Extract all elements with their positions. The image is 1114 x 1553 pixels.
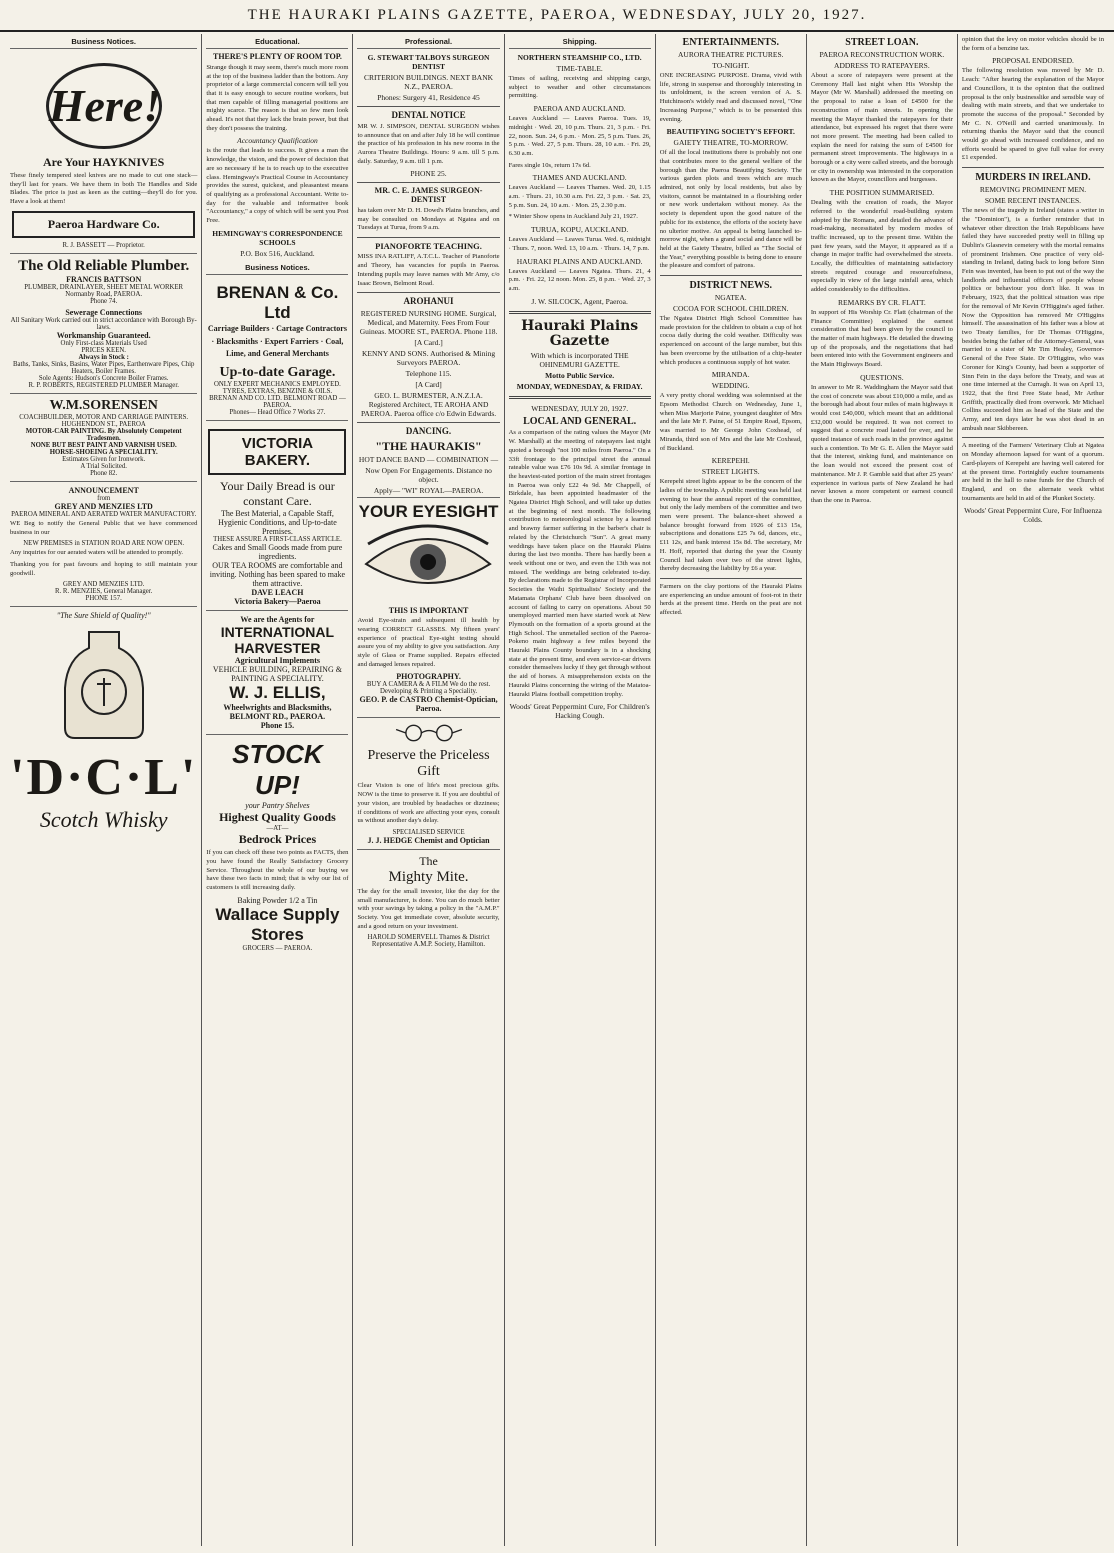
dcl-logo: 'D·C·L' [10, 749, 198, 807]
stock-up: STOCK UP! [232, 739, 323, 801]
preserve-body: Clear Vision is one of life's most precious gifts. NOW is the time to preserve it. If you are doubtful of your vision, are troubled by headaches or dizziness; if conditions of work are affecting your eyes, consult us without another day's delay. [357, 782, 500, 825]
phone-25: PHONE 25. [410, 169, 447, 179]
brenan-name: BRENAN & Co. Ltd [216, 282, 339, 322]
thames-auckland: THAMES AND AUCKLAND. [532, 173, 627, 183]
dancing: DANCING. [405, 426, 452, 437]
ellis-addr: BELMONT RD., PAEROA. [229, 712, 326, 722]
cocoa-body: The Ngatea District High School Committee has made provision for the children to obtain a cup of hot cocoa daily during the cold weather. Difficulty was experienced on account of the large number, but this has been overcome by the utilisation of a chip-heater which produces a continuous supply of hot water. [659, 315, 802, 366]
preserve-title: Preserve the Priceless Gift [367, 748, 490, 780]
tea-rooms: OUR TEA ROOMS are comfortable and inviting. Nothing has been spared to make them attractive. [209, 561, 346, 589]
c7-body-3: The news of the tragedy in Ireland (states a writer in the "Dominion"), is a further reminder that in whatever other direction the Irish Republicans have failed they have succeeded pretty well in filling up Dublin's Glasnevin cemetery with the mortal remains of prominent Irishmen. One practice of very old-standing in Ireland, dating back to long before Sinn Fein was invented, has been to put out of the way the landlords and influential officers of people whose politics or behaviour you don't like. It was in February, 1923, that the political situation was ripe for the removal of Mr Kevin O'Higgins's aged father. Now the Opposition has removed Mr O'Higgins himself. The assassination of his father was a blow at two Treaty families, for Dr Thomas O'Higgins, besides being the father of the Attorney-General, was married to a sister of Mr Tim Healey, Governor-General of the Free State. Dr O'Higgins, who was Coroner for King's County, had been a supporter of Sinn Fein in the days before the Treaty, and was at one time interned at the Curragh. It was on April 13, 1922, that the first Free State head, Mr Arthur Griffith, practically died from overwork. Mr Michael Collins succeeded him as head of the State and the Army, and ten days later he was shot dead in an ambush near Skibbereen. [961, 207, 1105, 432]
wedding: WEDDING. [711, 381, 750, 391]
remarks-flatt: REMARKS BY CR. FLATT. [838, 297, 926, 307]
whisky-jug-icon [49, 624, 159, 744]
turua: TURUA, KOPU, AUCKLAND. [531, 225, 629, 235]
columns [6, 34, 1108, 1546]
hardware-name: Paeroa Hardware Co. [12, 211, 195, 238]
sorensen-trade: COACHBUILDER, MOTOR AND CARRIAGE PAINTERS. [19, 413, 189, 421]
kenny: KENNY AND SONS. Authorised & Mining Surveyors PAEROA. [362, 349, 496, 368]
mite-body: The day for the small investor, like the day for the small manufacturer, is done. You can do much better with your savings by taking a policy in the "A.M.P." Society. You get immediate cover, absolute security, and a good return on your investment. [357, 887, 500, 930]
somervell: HAROLD SOMERVELL Thames & District Representative A.M.P. Society, Hamilton. [367, 934, 490, 949]
preserve-ad [357, 717, 499, 849]
ngatea: NGATEA. [714, 293, 747, 303]
shield-slogan: "The Sure Shield of Quality!" [56, 611, 151, 621]
dave-leach: DAVE LEACH [251, 588, 304, 598]
daily-bread: Your Daily Bread is our constant Care. [220, 479, 335, 509]
important-body: Avoid Eye-strain and subsequent ill health by wearing CORRECT GLASSES. My fifteen years' experience of practical Eye-sight testing should assure you of my ability to give you satisfaction. Any style of Glass or Frame supplied. Repairs effected and damaged lenses repaired. [357, 617, 500, 668]
horse-shoeing: HORSE-SHOEING A SPECIALITY. [49, 448, 158, 456]
hay-title: Are Your HAYKNIVES [43, 155, 165, 169]
position-summarised: THE POSITION SUMMARISED. [829, 188, 935, 198]
james-body: has taken over Mr D. H. Dowd's Plains branches, and may be consulted on Mondays at Ngatea and on Tuesdays at Turua, from 9 a.m. [357, 207, 500, 232]
eyesight-ad [357, 497, 499, 717]
wedding-body: A very pretty choral wedding was solemnised at the Epsom Methodist Church on Wednesday, June 1, when Miss Marjorie Paine, youngest daughter of Mrs and the late Mr F. Paine, of 51 Empire Road, Epsom, was married to Mr George John Coxhead, of Miranda, third son of Mrs and the late Mr Coxhead, of Buckland. [659, 392, 802, 452]
entertainments: ENTERTAINMENTS. [682, 37, 779, 48]
ann-title: ANNOUNCEMENT [68, 485, 139, 495]
stock-items: Baths, Tanks, Sinks, Basins, Water Pipes, Earthenware Pipes, Chip Heaters, Boiler Frames. [12, 360, 195, 375]
loan-body-2: Dealing with the creation of roads, the Mayor referred to the wonderful road-building system adopted by the Romans, and detailed the advance of road-making, necessitated by modern modes of traffic increased, up to the present time. Within the past few years, said the Mayor, it appeared as if a change in major traffic had overwhelmed the streets. Locally, the difficulties of maintaining satisfactory streets required courage and resourcefulness, especially in view of the large rainfall area, which added considerably to the difficulties. [810, 199, 953, 294]
baking-powder: Baking Powder 1/2 a Tin [237, 895, 318, 905]
lights-body: Kerepehi street lights appear to be the concern of the ladies of the township. A public meeting was held last evening to hear the annual report of the committee, but only the lady members of the committee and two men were present. The balance-sheet showed a balance brought forward from 1926 of £13 15s, subscriptions and donations £25 7s 6d, dances, etc., £11 12s, and bank interest 15s 8d. The secretary, Mr H. Hoff, reported that during the year the County Council had taken over two of the street lights, thereby decreasing the liability by £6 a year. [659, 478, 802, 573]
victoria-paeroa: Victoria Bakery—Paeroa [234, 597, 321, 607]
brenan-addr: BRENAN AND CO. LTD. BELMONT ROAD — PAEROA. [209, 395, 346, 410]
acct-heading: Accountancy Qualification [237, 136, 318, 146]
plumber-trade: PLUMBER, DRAINLAYER, SHEET METAL WORKER [24, 283, 184, 291]
brenan-lines: Carriage Builders · Cartage Contractors · Blacksmiths · Expert Farriers · Coal, Lime, and General Merchants [207, 323, 347, 359]
eye-icon [357, 522, 499, 602]
c7-body-1: opinion that the levy on motor vehicles should be in the form of a benzine tax. [961, 36, 1105, 52]
column-6 [806, 34, 957, 1546]
mite-the: The [419, 853, 438, 868]
wallace-ad [206, 734, 348, 956]
ann-text: WE Beg to notify the General Public that we have commenced business in our [10, 519, 198, 536]
ann-company: GREY AND MENZIES LTD [54, 501, 153, 511]
the-haurakis: "THE HAURAKIS" [375, 439, 482, 454]
fares: Fares single 10s, return 17s 6d. [508, 161, 591, 169]
work-guarantee: Workmanship Guaranteed. [56, 330, 151, 340]
trial: A Trial Solicited. [80, 462, 128, 470]
mechanics: ONLY EXPERT MECHANICS EMPLOYED. [213, 381, 341, 389]
hot-dance: HOT DANCE BAND — COMBINATION — [358, 455, 499, 465]
ellis-name: W. J. ELLIS, [229, 683, 326, 703]
your-eyesight: YOUR EYESIGHT [358, 502, 499, 522]
plenty-body: Strange though it may seem, there's much more room at the top of the business ladder than the bottom. Any proprietor of a large commercial concern will tell you that it is easy enough to secure routine workers, but that men capable of filling managerial positions are mighty scarce. The reason is that so few men look ahead. It's not that they lack the brain power, but that they don't possess the training. [206, 63, 349, 132]
agri-implements: Agricultural Implements [234, 656, 320, 666]
ann-manager: R. R. MENZIES, General Manager. [54, 588, 153, 596]
silcock: J. W. SILCOCK, Agent, Paeroa. [531, 296, 628, 306]
farmers-body: Farmers on the clay portions of the Hauraki Plains are experiencing an undue amount of foot-rot in their herds at the present time. Herds on the peat are not affected. [659, 582, 802, 617]
street-loan: STREET LOAN. [845, 37, 919, 48]
arohanui: AROHANUI [403, 296, 454, 307]
vehicle-building: VEHICLE BUILDING, REPAIRING & PAINTING A SPECIALITY. [212, 665, 342, 684]
turua-body: Leaves Auckland — Leaves Turua. Wed. 6, midnight · Thurs. 7, noon. Wed. 13, 10 a.m. · Thurs. 14, 7 p.m. [508, 236, 651, 252]
wallace-stores: Wallace Supply Stores [215, 904, 340, 944]
reconstruction: PAEROA RECONSTRUCTION WORK. [819, 50, 945, 59]
sorensen-ad [10, 393, 197, 481]
hardware-prop: R. J. BASSETT — Proprietor. [62, 241, 145, 249]
photography: PHOTOGRAPHY. [396, 672, 461, 682]
woods-4: Woods' Great Peppermint Cure, For Children's Hacking Cough. [509, 702, 650, 721]
ellis-phone: Phone 15. [260, 721, 295, 731]
loan-body-3: In support of His Worship Cr. Flatt (chairman of the Finance Committee) explained the earnest consideration that had been given by the council to the matter of main highways. He detailed the drawing up of the proposals, and the negotiations that had been entered into with the Government engineers and the Main Highways Board. [810, 308, 953, 369]
nsc: NORTHERN STEAMSHIP CO., LTD. [517, 53, 642, 62]
street-lights: STREET LIGHTS. [701, 467, 760, 477]
brenan-phones: Phones— Head Office 7 Works 27. [229, 409, 326, 417]
de-castro: GEO. P. de CASTRO Chemist-Optician, Paeroa. [359, 695, 498, 714]
james: MR. C. E. JAMES SURGEON-DENTIST [374, 186, 483, 205]
incorporated: With which is incorporated THE OHINEMURI GAZETTE. [530, 351, 629, 370]
kerepehi: KEREPEHI. [711, 456, 750, 466]
column-1 [6, 34, 201, 1546]
brenan-ad [206, 279, 348, 420]
talboys: G. STEWART TALBOYS SURGEON DENTIST [367, 53, 490, 71]
column-2 [201, 34, 352, 1546]
column-7 [957, 34, 1108, 1546]
card-2: [A Card] [415, 380, 442, 390]
varnish: NONE BUT BEST PAINT AND VARNISH USED. [30, 441, 177, 449]
stock-title: Always in Stock : [78, 353, 129, 361]
hedge: J. J. HEDGE Chemist and Optician [367, 835, 490, 845]
address-ratepayers: ADDRESS TO RATEPAYERS. [834, 61, 930, 70]
column-3 [352, 34, 503, 1546]
piano-body: MISS INA RATLIFF, A.T.C.L. Teacher of Pianoforte and Theory, has vacancies for pupils in Paeroa. Intending pupils may leave names with Mr Amy, c/o Isaac Brown, Belmont Road. [357, 253, 500, 287]
ent-body: ONE INCREASING PURPOSE. Drama, vivid with life, strong in suspense and thoroughly interesting in its unfoldment, is the screen version of A. S. Hutchinson's widely read and discussed novel, "One Increasing Purpose," which is to be presented this evening. [659, 72, 802, 123]
sorensen-addr: HUGHENDON ST., PAEROA [61, 420, 146, 428]
check-body: If you can check off these two points as FACTS, then you have found the Really Satisfactory Grocery Service. Throughout the whole of our buying we have these two facts in mind; that is why our list of customers is still increasing daily. [206, 849, 349, 891]
phone-82: Phone 82. [90, 469, 118, 477]
masthead: THE HAURAKI PLAINS GAZETTE, PAEROA, WEDNESDAY, JULY 20, 1927. [0, 0, 1114, 32]
tonight: TO-NIGHT. [712, 61, 750, 70]
murders-ireland: MURDERS IN IRELAND. [975, 172, 1091, 184]
issue-date: WEDNESDAY, JULY 20, 1927. [531, 404, 629, 414]
plumber-addr: Normanby Road, PAEROA. [65, 290, 143, 298]
garage: Up-to-date Garage. [219, 365, 336, 381]
mighty-mite: Mighty Mite. [388, 868, 469, 885]
beautifying: BEAUTIFYING SOCIETY'S EFFORT. [666, 127, 795, 137]
scotch-whisky: Scotch Whisky [39, 807, 168, 833]
plumber-ad [10, 253, 197, 393]
section-heading: Shipping. [509, 34, 651, 49]
c7-body-2: The following resolution was moved by Mr D. Leach: "After hearing the explanation of the Mayor and Councillors, it is the opinion that the outlined proposal is the only businesslike and sensible way of dealing with main streets, and that we undertake to promote the success of the proposal." Seconded by Mr C. N. O'Neill and carried unanimously. In returning thanks the Mayor said that the council would go ahead with increased confidence, and no efforts would be spared to give full value for every £1 expended. [961, 67, 1105, 162]
ann-premises: NEW PREMISES in STATION ROAD ARE NOW OPEN. [23, 540, 185, 548]
agents-for: We are the Agents for [240, 615, 315, 625]
work-prices: PRICES KEEN. [81, 346, 126, 354]
important: THIS IS IMPORTANT [388, 606, 469, 616]
district-news: DISTRICT NEWS. [689, 280, 773, 292]
hayknives-ad [10, 53, 197, 253]
assure: THESE ASSURE A FIRST-CLASS ARTICLE. [213, 536, 342, 544]
column-4 [504, 34, 655, 1546]
sole-agents: Sole Agents: Hudson's Concrete Boiler Frames. [38, 374, 169, 382]
cakes: Cakes and Small Goods made from pure ingredients. [212, 543, 343, 562]
cocoa: COCOA FOR SCHOOL CHILDREN. [672, 304, 789, 314]
pantry-shelves: your Pantry Shelves [245, 801, 310, 811]
column-5 [655, 34, 806, 1546]
harvester-ad [206, 610, 348, 734]
victoria-bakery: VICTORIA BAKERY. [208, 429, 346, 475]
days: MONDAY, WEDNESDAY, & FRIDAY. [516, 382, 643, 392]
proposal-endorsed: PROPOSAL ENDORSED. [992, 56, 1074, 66]
engagements: Now Open For Engagements. Distance no object. [365, 466, 492, 485]
ann-from: from [97, 494, 111, 502]
pa-body: Leaves Auckland — Leaves Paeroa. Tues. 19, midnight · Wed. 20, 10 p.m. Thurs. 21, 3 p.m. · Fri. 22, noon. Sun. 24, 6 p.m. · Mon. 25, 5 p.m. Tues. 26, 5 p.m. · Wed. 27, 5 p.m. Thurs. 28, 10 a.m. · Fri. 29, 6.30 a.m. [508, 115, 651, 157]
international-harvester: INTERNATIONAL HARVESTER [220, 624, 335, 657]
tt-body: Times of sailing, receiving and shipping cargo, subject to weather and other circumstances permitting. [508, 75, 651, 100]
acct-body: is the route that leads to success. It gives a man the knowledge, the vision, and the power of decision that are so necessary if he is to reach up to the executive class. Hemingway's Practical Course in Accountancy provides the surest, quickest, and pleasantest means of qualifying as a professional Accountant. Write to-day for the valuable and informative book "Accountancy," a copy of which will be sent you Post Free. [206, 147, 349, 225]
dental-notice: DENTAL NOTICE [391, 110, 466, 120]
work-materials: Only First-class Materials Used [60, 339, 147, 347]
criterion: CRITERION BUILDINGS. NEXT BANK N.Z., PAEROA. [364, 73, 494, 91]
section-heading: Educational. [206, 34, 348, 49]
section-heading: Business Notices. [10, 34, 197, 49]
sewer-title: Sewerage Connections [65, 307, 143, 317]
sorensen-name: W.M.SORENSEN [49, 397, 158, 413]
loan-body-4: In answer to Mr R. Waddingham the Mayor said that the cost of concrete was about £10,000 a mile, and as the borough had about four miles of main highways it would cost £40,000, which meant that an additional £32,000 would be required. It was not correct to suggest that a concrete road lasted for ever, and he quoted instance of such roads in the province against such a contention. To Mr G. E. Allen the Mayor said that the interest, sinking fund, and maintenance on the loan would not exceed the present cost of maintenance. Mr J. P. Gamble said that after 25 years' experience in various parts of New Zealand he had never known a more competent or earnest council than the one in Paeroa. [810, 383, 953, 504]
questions: QUESTIONS. [860, 372, 904, 382]
gaiety-body: Of all the local institutions there is probably not one that contributes more to the general welfare of the borough than the Paeroa Beautifying Society. The various garden plots and trees which are much admired, not only by local residents, but also by visitors, cannot be maintained in a flourishing order or new work undertaken without money. As the society is dependent upon the good nature of the public for its existence, the efforts of the society have no ulterior motive. An appeal is being launched to-morrow night, when a grand social and dance will be held at the Gaiety Theatre, billed as "The Social of the Year," everything possible is being done to ensure the pleasure and comfort of patrons. [659, 149, 802, 270]
sewer-body: All Sanitary Work carried out in strict accordance with Borough By-laws. [10, 316, 197, 331]
lg-body: As a comparison of the rating values the Mayor (Mr W. Marshall) at the meeting of ratepayers last night quoted a borough "not 100 miles from Paeroa." On a 33ft frontage to the principal street the annual rateable value was £76 10s 9d. A similar frontage in the heaviest-rated portion of the main street frontages in Paeroa was only £22 4s 9d. Mr Chappell, of Birkdale, has been appointed headmaster of the Ngatea District High School, and will take up duties at the beginning of next month. The following contribution to meteorological science by a learned and brawny farmer suffering in the barber's chair is related by the Christchurch "Sun". A great many weddings have taken place on the Hauraki Plains during the last two months. There has hardly been a week without one or two, and even the 13th was not missed. The weddings are being celebrated to-day. By declarations made to the Registrar of Incorporated Societies the Waihi Spiritualists' Society and the Matamata Orphans' Club have been dissolved on account of failing to carry on operations. About 50 unemployed married men have started work at New Plymouth on the formation of a sports ground at the High School. The unmetalled section of the Paeroa-Pokeno main highway a few miles beyond the Hauraki Plains County boundary is in a shocking state at the present time, and even service-car drivers consider themselves lucky if they get through without the aid of horses. A misapprehension exists on the Hauraki Plains concerning the wiring of the Matatoa-Hauraki Plains football competition trophy. [508, 429, 651, 698]
specialised: SPECIALISED SERVICE [392, 828, 465, 836]
arohanui-body: REGISTERED NURSING HOME. Surgical, Medical, and Maternity. Fees From Four Guineas. MOORE ST., PAEROA. Phone 118. [359, 309, 498, 337]
mite-ad [357, 849, 499, 953]
paeroa-auckland: PAEROA AND AUCKLAND. [533, 104, 626, 114]
plumber-phone: Phone 74. [90, 297, 118, 305]
estimates: Estimates Given for Ironwork. [62, 455, 146, 463]
card: [A Card.] [414, 338, 443, 348]
section-heading-business: Business Notices. [206, 260, 348, 275]
plumber-name: FRANCIS BATTSON [66, 274, 142, 284]
motor-painting: MOTOR-CAR PAINTING. By Absolutely Competent Tradesmen. [25, 427, 182, 442]
timetable: TIME-TABLE. [556, 64, 603, 73]
gazette-title: Hauraki Plains Gazette [521, 317, 639, 350]
recent-instances: SOME RECENT INSTANCES. [984, 196, 1082, 206]
removing-men: REMOVING PROMINENT MEN. [979, 185, 1087, 195]
winter-show: * Winter Show opens in Auckland July 21, 1927. [508, 213, 638, 221]
tel-115: Telephone 115. [405, 369, 452, 379]
ta-body: Leaves Auckland — Leaves Thames. Wed. 20, 1.15 a.m. · Thurs. 21, 10.30 a.m. Fri. 22, 3 p.m. · Sat. 23, 5 p.m. Sun. 24, 10 a.m. · Mon. 25, 2.30 p.m. [508, 184, 651, 209]
miranda: MIRANDA. [711, 370, 750, 380]
roberts: R. P. ROBERTS, REGISTERED PLUMBER Manager. [28, 381, 179, 389]
wheelwrights: Wheelwrights and Blacksmiths, [223, 703, 332, 713]
ann-thanks: Thanking you for past favours and hoping to still maintain your goodwill. [10, 560, 198, 577]
motto: Motto Public Service. [545, 371, 615, 381]
talboys-phone: Phones: Surgery 41, Residence 45 [377, 93, 480, 102]
woods-7: Woods' Great Peppermint Cure, For Influenza Colds. [964, 506, 1102, 525]
tyres: TYRES, EXTRAS, BENZINE & OILS. [222, 388, 333, 396]
ann-body: PAEROA MINERAL AND AERATED WATER MANUFACTORY. [11, 510, 197, 518]
here-logo: Here! [46, 63, 162, 149]
hay-body: These finely tempered steel knives are no made to cut one stack—they'll last for years. We have them in both Tie Handles and Side Blades. The price is just as keen as the cutting—they'll do for you. Have a look at them! [10, 172, 198, 206]
hemingway: HEMINGWAY'S CORRESPONDENCE SCHOOLS [212, 228, 343, 247]
piano-heading: PIANOFORTE TEACHING. [375, 241, 482, 252]
at: —AT— [266, 825, 289, 833]
best-material: The Best Material, a Capable Staff, Hygienic Conditions, and Up-to-date Premises. [218, 509, 337, 537]
gaiety: GAIETY THEATRE, TO-MORROW. [673, 138, 788, 148]
camera: BUY A CAMERA & A FILM We do the rest. Developing & Printing a Speciality. [366, 681, 491, 696]
bedrock-prices: Bedrock Prices [238, 832, 317, 847]
section-heading: Professional. [357, 34, 499, 49]
burmester: GEO. L. BURMESTER, A.N.Z.I.A. Registered Architect, TE AROHA AND PAEROA. Paeroa office c/o Edwin Edwards. [360, 391, 497, 419]
plumber-title: The Old Reliable Plumber. [18, 257, 190, 274]
ann-sign: GREY AND MENZIES LTD. [62, 581, 145, 589]
aurora: AURORA THEATRE PICTURES. [678, 50, 784, 59]
spectacles-icon [394, 722, 464, 744]
c7-body-4: A meeting of the Farmers' Veterinary Club at Ngatea on Monday afternoon lapsed for want of a quorum. Card-players of Kerepehi are having well catered for at the present time. Fortnightly euchre tournaments are held in the hall to raise funds for the Church of England, and on the alternate week whist tournaments are held in aid of the Plunket Society. [961, 442, 1105, 502]
dcl-ad [10, 606, 197, 837]
highest-quality: Highest Quality Goods [219, 810, 336, 825]
ann-inquiries: Any inquiries for our aerated waters will be attended to promptly. [10, 549, 183, 557]
dental-body: MR W. J. SIMPSON, DENTAL SURGEON wishes to announce that on and after July 18 he will continue the practice of his profession in his new rooms in the Aurora Theatre Buildings. Hours: 9 a.m. till 5 p.m. daily. Saturday, 9 a.m. till 1 p.m. [357, 122, 500, 165]
announcement-ad [10, 481, 197, 607]
victoria-ad [206, 420, 348, 610]
loan-body-1: About a score of ratepayers were present at the Ceremony Hall last night when His Worship the Mayor (Mr W. Marshall) addressed the meeting on the proposal to raise a loan of £4500 for the reconstruction of main streets. In opening the meeting the Mayor thanked the ratepayers for their attendance, but expressed his regret that there were not more present. The meeting had been called to explain the need for raising the sum of £4500 for permanent street improvements. The highways in a borough or a city were called streets, and the borough or city in ownership was interested in the corporation known as the Mayor, councillors and burgesses. [810, 72, 953, 184]
hauraki-auckland: HAURAKI PLAINS AND AUCKLAND. [516, 256, 643, 266]
apply: Apply— "WI" ROYAL—PAEROA. [373, 486, 484, 496]
plenty-heading: THERE'S PLENTY OF ROOM TOP. [213, 52, 342, 61]
ann-phone: PHONE 157. [85, 595, 122, 603]
grocers: GROCERS — PAEROA. [242, 944, 313, 952]
local-general: LOCAL AND GENERAL. [523, 416, 637, 428]
hemingway-addr: P.O. Box 516, Auckland. [240, 248, 315, 258]
hpa-body: Leaves Auckland — Leaves Ngatea. Thurs. 21, 4 p.m. · Fri. 22, 12 noon. Mon. 25, 8 p.m. · Wed. 27, 3 a.m. [508, 267, 651, 292]
